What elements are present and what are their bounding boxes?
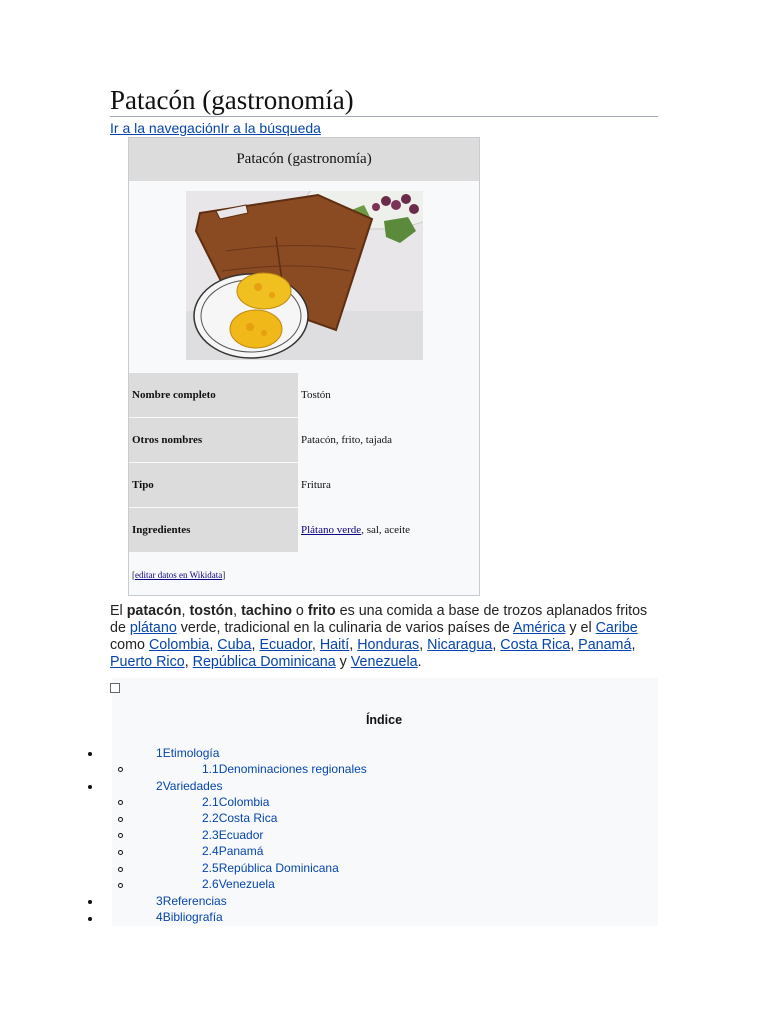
toc-label: Colombia — [218, 795, 270, 809]
text: y el — [565, 620, 596, 636]
toc-item-bibliografia[interactable] — [156, 910, 223, 924]
text: y — [335, 654, 351, 670]
jump-to-navigation-link[interactable]: Ir a la navegación — [110, 120, 221, 136]
cuba-link[interactable]: Cuba — [217, 637, 252, 653]
bold-term: frito — [307, 603, 336, 619]
bold-term: tostón — [189, 603, 234, 619]
toc-number: 1.1 — [202, 762, 219, 776]
toc-item-colombia[interactable] — [202, 795, 269, 809]
jump-to-search-link[interactable]: Ir a la búsqueda — [220, 120, 321, 136]
infobox-value — [301, 508, 410, 552]
toc-item-etimologia[interactable] — [156, 746, 219, 760]
infobox-row-tipo — [129, 463, 479, 507]
toc-label: Referencias — [162, 894, 227, 908]
toc-item-ecuador[interactable] — [202, 828, 263, 842]
ecuador-link[interactable]: Ecuador — [259, 637, 312, 653]
infobox-value: Patacón, frito, tajada — [301, 434, 393, 446]
toc-toggle-checkbox[interactable] — [110, 683, 120, 693]
text: , — [184, 654, 193, 670]
infobox-row-otros — [129, 418, 479, 462]
lead-paragraph — [110, 603, 658, 671]
text: . — [417, 654, 422, 670]
toc-label: Bibliografía — [162, 910, 223, 924]
text: , — [233, 603, 242, 619]
text: , — [631, 637, 636, 653]
puerto-rico-link[interactable]: Puerto Rico — [110, 654, 185, 670]
toc-label: Venezuela — [218, 877, 275, 891]
circle-bullet-icon — [118, 883, 123, 888]
text: , — [209, 637, 218, 653]
toc-item-republica-dominicana[interactable] — [202, 861, 339, 875]
text: , — [311, 637, 320, 653]
page-title: Patacón (gastronomía) — [110, 85, 354, 115]
bullet-icon — [88, 900, 92, 904]
toc-item-variedades[interactable] — [156, 779, 223, 793]
toc-label: Denominaciones regionales — [218, 762, 367, 776]
title-divider — [110, 116, 658, 117]
toc-label: Ecuador — [218, 828, 264, 842]
infobox-label: Ingredientes — [129, 508, 298, 552]
infobox-value: Tostón — [301, 389, 331, 401]
circle-bullet-icon — [118, 850, 123, 855]
bracket-close: ] — [222, 570, 226, 580]
america-link[interactable]: América — [512, 620, 566, 636]
infobox-row-nombre — [129, 373, 479, 417]
toc-number: 2.1 — [202, 795, 219, 809]
toc-number: 2.2 — [202, 811, 219, 825]
ingredients-rest: , sal, aceite — [361, 524, 411, 536]
text: como — [110, 637, 149, 653]
haiti-link[interactable]: Haití — [319, 637, 350, 653]
toc-item-panama[interactable] — [202, 844, 263, 858]
circle-bullet-icon — [118, 817, 123, 822]
infobox — [128, 137, 480, 596]
toc-label: Costa Rica — [218, 811, 278, 825]
edit-wikidata-link[interactable]: editar datos en Wikidata — [135, 570, 223, 580]
text: verde, tradicional en la culinaria de varios países de — [176, 620, 513, 636]
toc-number: 2.4 — [202, 844, 219, 858]
toc-number: 2.6 — [202, 877, 219, 891]
bullet-icon — [88, 752, 92, 756]
text: , — [419, 637, 428, 653]
text: , — [492, 637, 501, 653]
toc-number: 3 — [156, 894, 163, 908]
text: , — [181, 603, 190, 619]
toc-label: Panamá — [218, 844, 264, 858]
republica-dominicana-link[interactable]: República Dominicana — [192, 654, 336, 670]
text: , — [251, 637, 260, 653]
platano-link[interactable]: plátano — [129, 620, 177, 636]
honduras-link[interactable]: Honduras — [357, 637, 420, 653]
toc-number: 4 — [156, 910, 163, 924]
platano-verde-link[interactable]: Plátano verde — [301, 524, 362, 536]
bold-term: patacón — [126, 603, 182, 619]
toc-item-costa-rica[interactable] — [202, 811, 277, 825]
circle-bullet-icon — [118, 867, 123, 872]
caribe-link[interactable]: Caribe — [595, 620, 638, 636]
venezuela-link[interactable]: Venezuela — [350, 654, 418, 670]
panama-link[interactable]: Panamá — [578, 637, 632, 653]
bold-term: tachino — [241, 603, 292, 619]
infobox-caption: Patacón (gastronomía) — [129, 138, 479, 181]
circle-bullet-icon — [118, 833, 123, 838]
toc-number: 2 — [156, 779, 163, 793]
wikidata-edit — [132, 570, 225, 580]
infobox-label: Otros nombres — [129, 418, 298, 462]
infobox-label: Tipo — [129, 463, 298, 507]
toc-title: Índice — [365, 713, 403, 727]
costa-rica-link[interactable]: Costa Rica — [500, 637, 571, 653]
toc-number: 2.5 — [202, 861, 219, 875]
toc-label: República Dominicana — [218, 861, 339, 875]
toc-number: 2.3 — [202, 828, 219, 842]
toc-item-venezuela[interactable] — [202, 877, 275, 891]
text: o — [291, 603, 308, 619]
jump-links — [110, 120, 321, 137]
toc-item-referencias[interactable] — [156, 894, 227, 908]
toc-label: Etimología — [162, 746, 220, 760]
bracket-open: [ — [132, 570, 135, 580]
toc-label: Variedades — [162, 779, 223, 793]
nicaragua-link[interactable]: Nicaragua — [427, 637, 493, 653]
toc-item-denominaciones[interactable] — [202, 762, 367, 776]
text: es una comida a base de trozos aplanados fritos de — [110, 603, 648, 636]
colombia-link[interactable]: Colombia — [148, 637, 210, 653]
bullet-icon — [88, 785, 92, 789]
infobox-label: Nombre completo — [129, 373, 298, 417]
infobox-row-ingredientes — [129, 508, 479, 552]
toc-number: 1 — [156, 746, 163, 760]
text: , — [570, 637, 579, 653]
text: El — [110, 603, 127, 619]
infobox-value: Fritura — [301, 479, 331, 491]
patacon-photo[interactable] — [186, 191, 423, 360]
bullet-icon — [88, 917, 92, 921]
circle-bullet-icon — [118, 767, 123, 772]
text: , — [349, 637, 358, 653]
circle-bullet-icon — [118, 800, 123, 805]
